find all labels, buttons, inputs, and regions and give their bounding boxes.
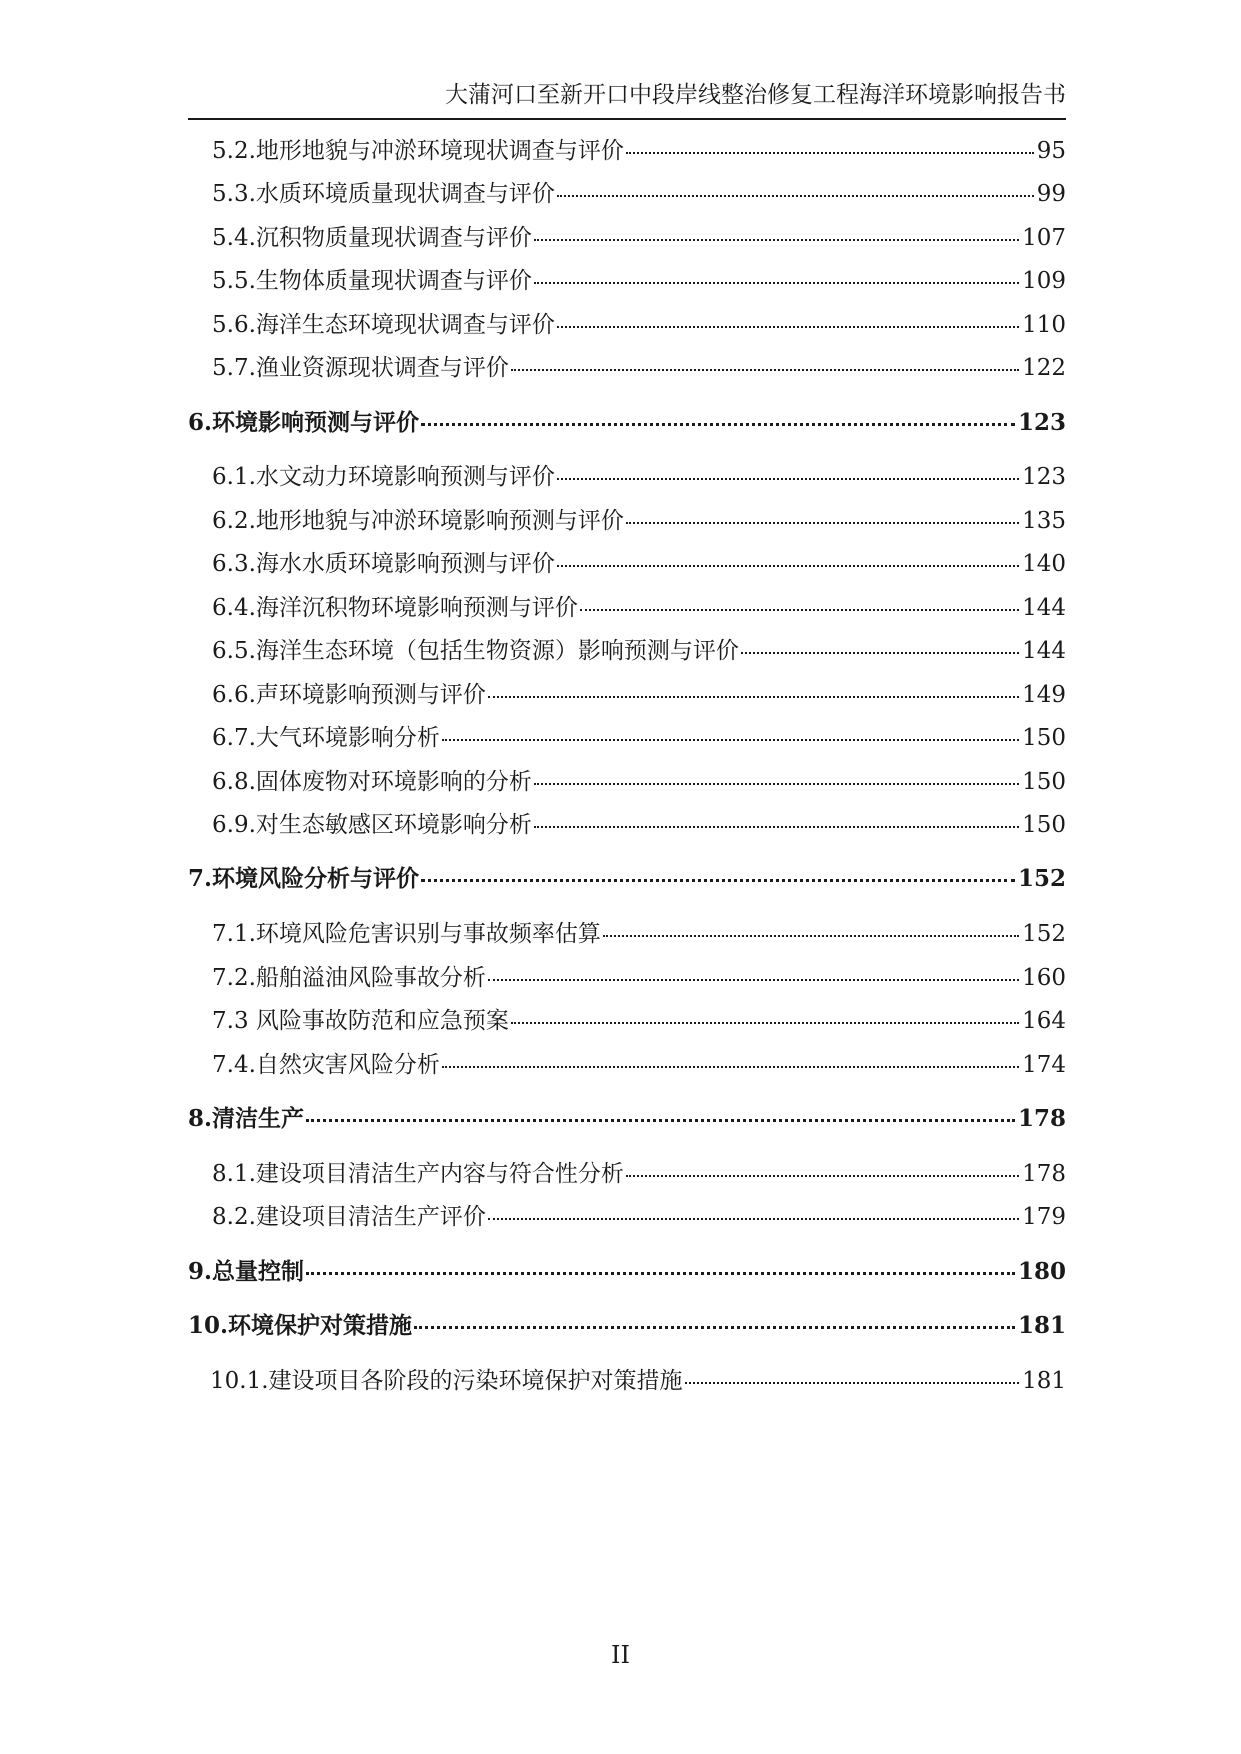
running-header: 大蒲河口至新开口中段岸线整治修复工程海洋环境影响报告书	[445, 82, 1066, 108]
toc-entry-title: 5.7.渔业资源现状调查与评价	[212, 355, 509, 381]
toc-entry-title: 5.4.沉积物质量现状调查与评价	[212, 225, 532, 251]
toc-entry-6-6[interactable]	[212, 680, 1066, 710]
dot-leader	[557, 565, 1019, 567]
dot-leader	[421, 879, 1015, 882]
toc-entry-page: 140	[1022, 551, 1066, 577]
toc-entry-6-5[interactable]	[212, 636, 1066, 666]
toc-entry-6-8[interactable]	[212, 767, 1066, 797]
toc-entry-page: 150	[1022, 769, 1066, 795]
toc-entry-6-7[interactable]	[212, 723, 1066, 753]
toc-chapter-title: 8.清洁生产	[188, 1105, 305, 1132]
dot-leader	[557, 195, 1034, 197]
dot-leader	[442, 1066, 1019, 1068]
toc-entry-title: 6.4.海洋沉积物环境影响预测与评价	[212, 595, 578, 621]
toc-entry-page: 149	[1022, 682, 1066, 708]
toc-chapter-8[interactable]	[188, 1104, 1066, 1134]
toc-chapter-7[interactable]	[188, 864, 1066, 894]
toc-chapter-6[interactable]	[188, 408, 1066, 438]
toc-entry-title: 6.7.大气环境影响分析	[212, 725, 440, 751]
dot-leader	[685, 1382, 1020, 1384]
toc-entry-title: 6.1.水文动力环境影响预测与评价	[212, 464, 555, 490]
toc-entry-6-3[interactable]	[212, 549, 1066, 579]
toc-entry-5-2[interactable]	[212, 136, 1066, 166]
toc-entry-5-3[interactable]	[212, 179, 1066, 209]
toc-entry-page: 178	[1022, 1161, 1066, 1187]
dot-leader	[414, 1326, 1015, 1329]
dot-leader	[741, 652, 1019, 654]
toc-entry-7-2[interactable]	[212, 963, 1066, 993]
toc-entry-page: 179	[1022, 1204, 1066, 1230]
toc-entry-page: 150	[1022, 725, 1066, 751]
toc-entry-page: 144	[1022, 595, 1066, 621]
toc-entry-page: 95	[1036, 138, 1066, 164]
toc-entry-title: 10.1.建设项目各阶段的污染环境保护对策措施	[210, 1368, 683, 1394]
toc-entry-7-1[interactable]	[212, 919, 1066, 949]
toc-chapter-title: 9.总量控制	[188, 1258, 305, 1285]
dot-leader	[626, 152, 1034, 154]
dot-leader	[534, 826, 1019, 828]
toc-entry-page: 144	[1022, 638, 1066, 664]
toc-entry-page: 152	[1022, 921, 1066, 947]
toc-entry-6-4[interactable]	[212, 593, 1066, 623]
toc-entry-title: 5.3.水质环境质量现状调查与评价	[212, 181, 555, 207]
toc-entry-page: 160	[1022, 965, 1066, 991]
toc-entry-title: 8.1.建设项目清洁生产内容与符合性分析	[212, 1161, 624, 1187]
toc-entry-title: 5.6.海洋生态环境现状调查与评价	[212, 312, 555, 338]
toc-entry-title: 6.3.海水水质环境影响预测与评价	[212, 551, 555, 577]
toc-entry-5-5[interactable]	[212, 266, 1066, 296]
dot-leader	[306, 1119, 1015, 1122]
dot-leader	[534, 783, 1019, 785]
toc-entry-page: 109	[1022, 268, 1066, 294]
dot-leader	[488, 979, 1019, 981]
toc-entry-title: 7.2.船舶溢油风险事故分析	[212, 965, 486, 991]
toc-chapter-page: 152	[1017, 865, 1066, 892]
toc-entry-title: 7.4.自然灾害风险分析	[212, 1052, 440, 1078]
toc-entry-title: 6.5.海洋生态环境（包括生物资源）影响预测与评价	[212, 638, 739, 664]
toc-chapter-page: 178	[1017, 1105, 1066, 1132]
toc-entry-title: 6.8.固体废物对环境影响的分析	[212, 769, 532, 795]
toc-entry-5-7[interactable]	[212, 353, 1066, 383]
toc-entry-title: 7.1.环境风险危害识别与事故频率估算	[212, 921, 601, 947]
toc-entry-6-9[interactable]	[212, 810, 1066, 840]
dot-leader	[442, 739, 1019, 741]
toc-entry-page: 123	[1022, 464, 1066, 490]
toc-entry-7-4[interactable]	[212, 1050, 1066, 1080]
dot-leader	[306, 1272, 1015, 1275]
toc-entry-title: 6.6.声环境影响预测与评价	[212, 682, 486, 708]
toc-chapter-10[interactable]	[188, 1311, 1066, 1341]
toc-chapter-page: 123	[1017, 409, 1066, 436]
dot-leader	[557, 478, 1019, 480]
toc-entry-title: 5.5.生物体质量现状调查与评价	[212, 268, 532, 294]
dot-leader	[534, 282, 1019, 284]
toc-chapter-9[interactable]	[188, 1257, 1066, 1287]
toc-chapter-page: 180	[1017, 1258, 1066, 1285]
toc-entry-page: 181	[1022, 1368, 1066, 1394]
toc-entry-6-2[interactable]	[212, 506, 1066, 536]
toc-entry-title: 6.9.对生态敏感区环境影响分析	[212, 812, 532, 838]
toc-entry-title: 8.2.建设项目清洁生产评价	[212, 1204, 486, 1230]
toc-entry-page: 122	[1022, 355, 1066, 381]
toc-entry-5-6[interactable]	[212, 310, 1066, 340]
page-number: II	[611, 1641, 630, 1669]
dot-leader	[488, 1218, 1019, 1220]
dot-leader	[626, 522, 1019, 524]
toc-chapter-page: 181	[1017, 1312, 1066, 1339]
toc-entry-8-1[interactable]	[212, 1159, 1066, 1189]
toc-chapter-title: 10.环境保护对策措施	[188, 1312, 413, 1339]
dot-leader	[603, 935, 1019, 937]
toc-entry-title: 6.2.地形地貌与冲淤环境影响预测与评价	[212, 508, 624, 534]
toc-entry-8-2[interactable]	[212, 1202, 1066, 1232]
dot-leader	[534, 239, 1019, 241]
dot-leader	[511, 1022, 1019, 1024]
dot-leader	[511, 369, 1019, 371]
toc-entry-7-3[interactable]	[212, 1006, 1066, 1036]
dot-leader	[488, 696, 1019, 698]
toc-chapter-title: 7.环境风险分析与评价	[188, 865, 420, 892]
toc-chapter-title: 6.环境影响预测与评价	[188, 409, 420, 436]
dot-leader	[557, 326, 1019, 328]
toc-entry-page: 107	[1022, 225, 1066, 251]
dot-leader	[580, 609, 1019, 611]
toc-entry-10-1[interactable]	[210, 1366, 1066, 1396]
toc-entry-6-1[interactable]	[212, 462, 1066, 492]
toc-entry-title: 7.3 风险事故防范和应急预案	[212, 1008, 509, 1034]
toc-entry-page: 164	[1022, 1008, 1066, 1034]
toc-entry-page: 110	[1022, 312, 1066, 338]
toc-entry-page: 174	[1022, 1052, 1066, 1078]
toc-entry-page: 99	[1036, 181, 1066, 207]
dot-leader	[626, 1175, 1019, 1177]
toc-entry-5-4[interactable]	[212, 223, 1066, 253]
dot-leader	[421, 423, 1015, 426]
toc-entry-page: 150	[1022, 812, 1066, 838]
toc-entry-title: 5.2.地形地貌与冲淤环境现状调查与评价	[212, 138, 624, 164]
toc-entry-page: 135	[1022, 508, 1066, 534]
